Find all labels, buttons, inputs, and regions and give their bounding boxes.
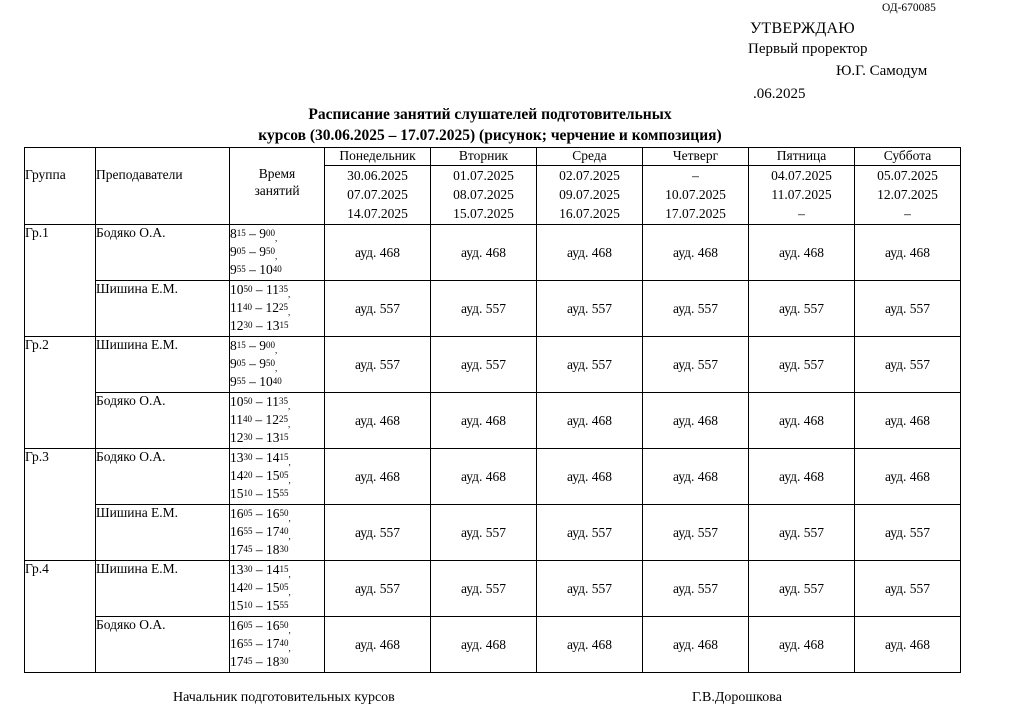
end-hour: 9 [259,244,266,259]
time-separator: – [252,580,266,595]
start-hour: 12 [230,430,244,445]
end-minutes: 50 [279,620,289,630]
end-hour: 12 [265,412,279,427]
date: 10.07.2025 [665,187,726,202]
start-minutes: 15 [236,340,246,350]
start-minutes: 05 [236,358,246,368]
end-hour: 17 [266,524,280,539]
room-cell: ауд. 468 [749,393,855,449]
time-comma: , [288,457,291,467]
start-hour: 14 [230,468,244,483]
start-minutes: 20 [243,582,253,592]
start-minutes: 30 [243,452,253,462]
start-hour: 9 [230,356,237,371]
start-hour: 16 [230,524,244,539]
time-cell [230,337,325,393]
end-minutes: 15 [279,564,289,574]
time-slot [230,597,324,615]
date: – [798,206,805,221]
time-separator: – [252,636,266,651]
end-hour: 12 [265,300,279,315]
start-minutes: 15 [236,228,246,238]
room-cell: ауд. 468 [855,225,961,281]
teacher-cell: Шишина Е.М. [96,281,230,337]
end-hour: 15 [266,598,280,613]
date: 04.07.2025 [771,168,832,183]
start-hour: 11 [230,300,243,315]
start-minutes: 55 [236,376,246,386]
time-slot [230,355,324,373]
time-comma: , [275,233,278,243]
footer-name: Г.В.Дорошкова [692,690,782,705]
time-comma: , [288,643,291,653]
date: – [692,168,699,183]
end-minutes: 00 [266,340,275,350]
teacher-cell: Шишина Е.М. [96,561,230,617]
start-hour: 10 [230,282,244,297]
time-comma: , [288,513,291,523]
end-minutes: 35 [279,284,288,294]
start-hour: 9 [230,244,237,259]
time-comma: , [288,419,291,429]
start-minutes: 20 [243,470,253,480]
start-minutes: 55 [243,638,253,648]
page-title-line-1: Расписание занятий слушателей подготовительных [308,106,672,123]
schedule-table [24,147,961,673]
date: 16.07.2025 [559,206,620,221]
header-time [230,148,325,225]
end-minutes: 40 [279,638,289,648]
time-slot [230,429,324,447]
start-hour: 11 [230,412,243,427]
start-hour: 16 [230,636,244,651]
room-cell: ауд. 468 [643,617,749,673]
day-dates [749,166,855,225]
end-hour: 15 [266,486,280,501]
day-header: Вторник [431,148,537,166]
start-hour: 9 [230,374,237,389]
time-comma: , [288,475,291,485]
time-slot [230,393,324,411]
time-cell [230,281,325,337]
room-cell: ауд. 557 [325,337,431,393]
end-minutes: 25 [279,302,288,312]
start-hour: 15 [230,486,244,501]
time-slot [230,449,324,467]
time-slot [230,373,324,391]
date: 02.07.2025 [559,168,620,183]
time-separator: – [252,412,266,427]
time-separator: – [252,300,266,315]
time-separator: – [252,282,266,297]
room-cell: ауд. 468 [855,449,961,505]
time-slot [230,561,324,579]
date: 17.07.2025 [665,206,726,221]
approver-position: Первый проректор [748,41,868,57]
room-cell: ауд. 557 [749,281,855,337]
time-comma: , [288,307,291,317]
day-dates [855,166,961,225]
room-cell: ауд. 557 [537,281,643,337]
room-cell: ауд. 557 [855,505,961,561]
end-minutes: 50 [266,358,275,368]
page-title-line-2: курсов (30.06.2025 – 17.07.2025) (рисунок; черчение и композиция) [258,127,722,144]
start-hour: 13 [230,562,244,577]
time-slot [230,653,324,671]
time-cell [230,393,325,449]
start-minutes: 45 [243,656,253,666]
teacher-cell: Бодяко О.А. [96,393,230,449]
header-teachers-label: Преподаватели [96,167,183,182]
room-cell: ауд. 468 [643,225,749,281]
room-cell: ауд. 557 [431,337,537,393]
time-separator: – [252,318,266,333]
time-separator: – [245,338,260,353]
room-cell: ауд. 557 [855,561,961,617]
approval-date: .06.2025 [753,86,806,102]
end-minutes: 15 [279,432,289,442]
end-minutes: 15 [279,452,289,462]
end-minutes: 40 [272,264,282,274]
room-cell: ауд. 557 [537,561,643,617]
start-minutes: 40 [243,302,252,312]
table-row [25,281,961,337]
end-hour: 9 [259,356,266,371]
time-cell [230,561,325,617]
group-cell: Гр.2 [25,337,96,449]
time-slot [230,635,324,653]
time-slot [230,541,324,559]
approval-word: УТВЕРЖДАЮ [750,20,855,37]
time-slot [230,523,324,541]
teacher-cell: Шишина Е.М. [96,337,230,393]
day-dates [537,166,643,225]
time-separator: – [252,450,266,465]
time-comma: , [288,531,291,541]
room-cell: ауд. 468 [855,617,961,673]
start-minutes: 05 [243,508,253,518]
start-hour: 15 [230,598,244,613]
end-minutes: 40 [279,526,289,536]
teacher-cell: Шишина Е.М. [96,505,230,561]
start-hour: 17 [230,542,244,557]
time-slot [230,617,324,635]
room-cell: ауд. 468 [643,449,749,505]
room-cell: ауд. 557 [325,505,431,561]
document-number: ОД-670085 [882,2,936,14]
time-separator: – [245,262,260,277]
room-cell: ауд. 557 [643,561,749,617]
time-separator: – [252,524,266,539]
table-row [25,617,961,673]
start-minutes: 30 [243,564,253,574]
room-cell: ауд. 468 [325,449,431,505]
end-minutes: 55 [279,600,289,610]
time-comma: , [288,289,291,299]
time-cell [230,617,325,673]
time-slot [230,579,324,597]
end-hour: 18 [266,654,280,669]
end-minutes: 05 [279,470,289,480]
time-slot [230,505,324,523]
date: 05.07.2025 [877,168,938,183]
start-minutes: 05 [236,246,246,256]
day-dates [643,166,749,225]
room-cell: ауд. 468 [537,225,643,281]
time-slot [230,243,324,261]
date: 07.07.2025 [347,187,408,202]
room-cell: ауд. 468 [749,617,855,673]
end-hour: 9 [259,226,266,241]
room-cell: ауд. 557 [537,337,643,393]
room-cell: ауд. 468 [537,449,643,505]
room-cell: ауд. 468 [431,225,537,281]
time-comma: , [275,345,278,355]
end-hour: 9 [259,338,266,353]
start-minutes: 30 [243,320,253,330]
end-minutes: 30 [279,544,289,554]
date: 09.07.2025 [559,187,620,202]
time-cell [230,505,325,561]
room-cell: ауд. 557 [749,505,855,561]
start-hour: 8 [230,338,237,353]
time-slot [230,485,324,503]
end-hour: 13 [266,318,280,333]
day-header: Пятница [749,148,855,166]
time-comma: , [288,625,291,635]
time-separator: – [245,356,260,371]
end-hour: 18 [266,542,280,557]
table-row [25,337,961,393]
date: – [904,206,911,221]
room-cell: ауд. 557 [325,281,431,337]
room-cell: ауд. 468 [749,449,855,505]
time-separator: – [252,506,266,521]
end-minutes: 00 [266,228,275,238]
end-hour: 15 [266,468,280,483]
end-minutes: 05 [279,582,289,592]
room-cell: ауд. 557 [855,337,961,393]
footer-position: Начальник подготовительных курсов [173,690,395,705]
time-separator: – [245,244,260,259]
time-comma: , [288,569,291,579]
end-minutes: 15 [279,320,289,330]
room-cell: ауд. 468 [325,225,431,281]
header-group-label: Группа [25,167,66,182]
end-hour: 16 [266,506,280,521]
time-separator: – [252,394,266,409]
end-minutes: 35 [279,396,288,406]
header-group [25,148,96,225]
table-row [25,393,961,449]
room-cell: ауд. 468 [643,393,749,449]
date: 30.06.2025 [347,168,408,183]
room-cell: ауд. 468 [537,393,643,449]
date: 08.07.2025 [453,187,514,202]
end-hour: 10 [259,374,273,389]
time-slot [230,281,324,299]
end-hour: 16 [266,618,280,633]
room-cell: ауд. 557 [431,281,537,337]
day-header: Среда [537,148,643,166]
start-hour: 16 [230,618,244,633]
header-row-days [25,148,961,166]
start-minutes: 05 [243,620,253,630]
end-minutes: 50 [279,508,289,518]
room-cell: ауд. 557 [325,561,431,617]
header-teachers [96,148,230,225]
room-cell: ауд. 468 [325,617,431,673]
time-cell [230,225,325,281]
room-cell: ауд. 468 [431,617,537,673]
room-cell: ауд. 557 [537,505,643,561]
start-minutes: 50 [243,396,253,406]
room-cell: ауд. 468 [749,225,855,281]
end-hour: 14 [266,450,280,465]
time-slot [230,467,324,485]
room-cell: ауд. 557 [749,561,855,617]
end-hour: 15 [266,580,280,595]
table-row [25,449,961,505]
end-hour: 13 [266,430,280,445]
day-dates [325,166,431,225]
room-cell: ауд. 468 [855,393,961,449]
time-separator: – [245,226,260,241]
end-hour: 10 [259,262,273,277]
teacher-cell: Бодяко О.А. [96,449,230,505]
start-minutes: 55 [236,264,246,274]
start-minutes: 50 [243,284,253,294]
room-cell: ауд. 557 [431,561,537,617]
room-cell: ауд. 557 [643,337,749,393]
date: 11.07.2025 [771,187,832,202]
time-comma: , [275,363,278,373]
time-slot [230,411,324,429]
end-minutes: 30 [279,656,289,666]
end-minutes: 25 [279,414,288,424]
table-row [25,225,961,281]
start-minutes: 45 [243,544,253,554]
teacher-cell: Бодяко О.А. [96,225,230,281]
start-hour: 17 [230,654,244,669]
time-separator: – [252,618,266,633]
start-hour: 14 [230,580,244,595]
end-minutes: 50 [266,246,275,256]
start-hour: 12 [230,318,244,333]
room-cell: ауд. 468 [431,393,537,449]
room-cell: ауд. 557 [749,337,855,393]
header-time-label-1: Время [258,166,296,181]
date: 01.07.2025 [453,168,514,183]
approver-name: Ю.Г. Самодум [836,63,928,79]
time-cell [230,449,325,505]
start-minutes: 10 [243,488,253,498]
day-dates [431,166,537,225]
room-cell: ауд. 468 [431,449,537,505]
end-hour: 11 [266,394,279,409]
time-slot [230,299,324,317]
room-cell: ауд. 557 [643,281,749,337]
time-separator: – [252,654,266,669]
group-cell: Гр.3 [25,449,96,561]
time-separator: – [252,468,266,483]
time-slot [230,317,324,335]
end-hour: 14 [266,562,280,577]
end-hour: 17 [266,636,280,651]
date: 15.07.2025 [453,206,514,221]
room-cell: ауд. 468 [325,393,431,449]
end-minutes: 55 [279,488,289,498]
time-separator: – [252,542,266,557]
room-cell: ауд. 557 [643,505,749,561]
time-slot [230,337,324,355]
time-comma: , [288,587,291,597]
room-cell: ауд. 557 [855,281,961,337]
time-comma: , [288,401,291,411]
time-separator: – [252,430,266,445]
date: 12.07.2025 [877,187,938,202]
group-cell: Гр.1 [25,225,96,337]
start-hour: 8 [230,226,237,241]
teacher-cell: Бодяко О.А. [96,617,230,673]
start-minutes: 55 [243,526,253,536]
room-cell: ауд. 468 [537,617,643,673]
start-hour: 13 [230,450,244,465]
day-header: Суббота [855,148,961,166]
start-hour: 16 [230,506,244,521]
end-hour: 11 [266,282,279,297]
start-minutes: 40 [243,414,252,424]
time-separator: – [252,598,266,613]
start-minutes: 10 [243,600,253,610]
start-hour: 10 [230,394,244,409]
table-row [25,561,961,617]
day-header: Понедельник [325,148,431,166]
date: 14.07.2025 [347,206,408,221]
time-slot [230,225,324,243]
time-slot [230,261,324,279]
room-cell: ауд. 557 [431,505,537,561]
time-separator: – [252,562,266,577]
time-separator: – [245,374,260,389]
group-cell: Гр.4 [25,561,96,673]
header-time-label-2: занятий [254,183,300,198]
start-hour: 9 [230,262,237,277]
time-separator: – [252,486,266,501]
end-minutes: 40 [272,376,282,386]
start-minutes: 30 [243,432,253,442]
day-header: Четверг [643,148,749,166]
table-row [25,505,961,561]
time-comma: , [275,251,278,261]
